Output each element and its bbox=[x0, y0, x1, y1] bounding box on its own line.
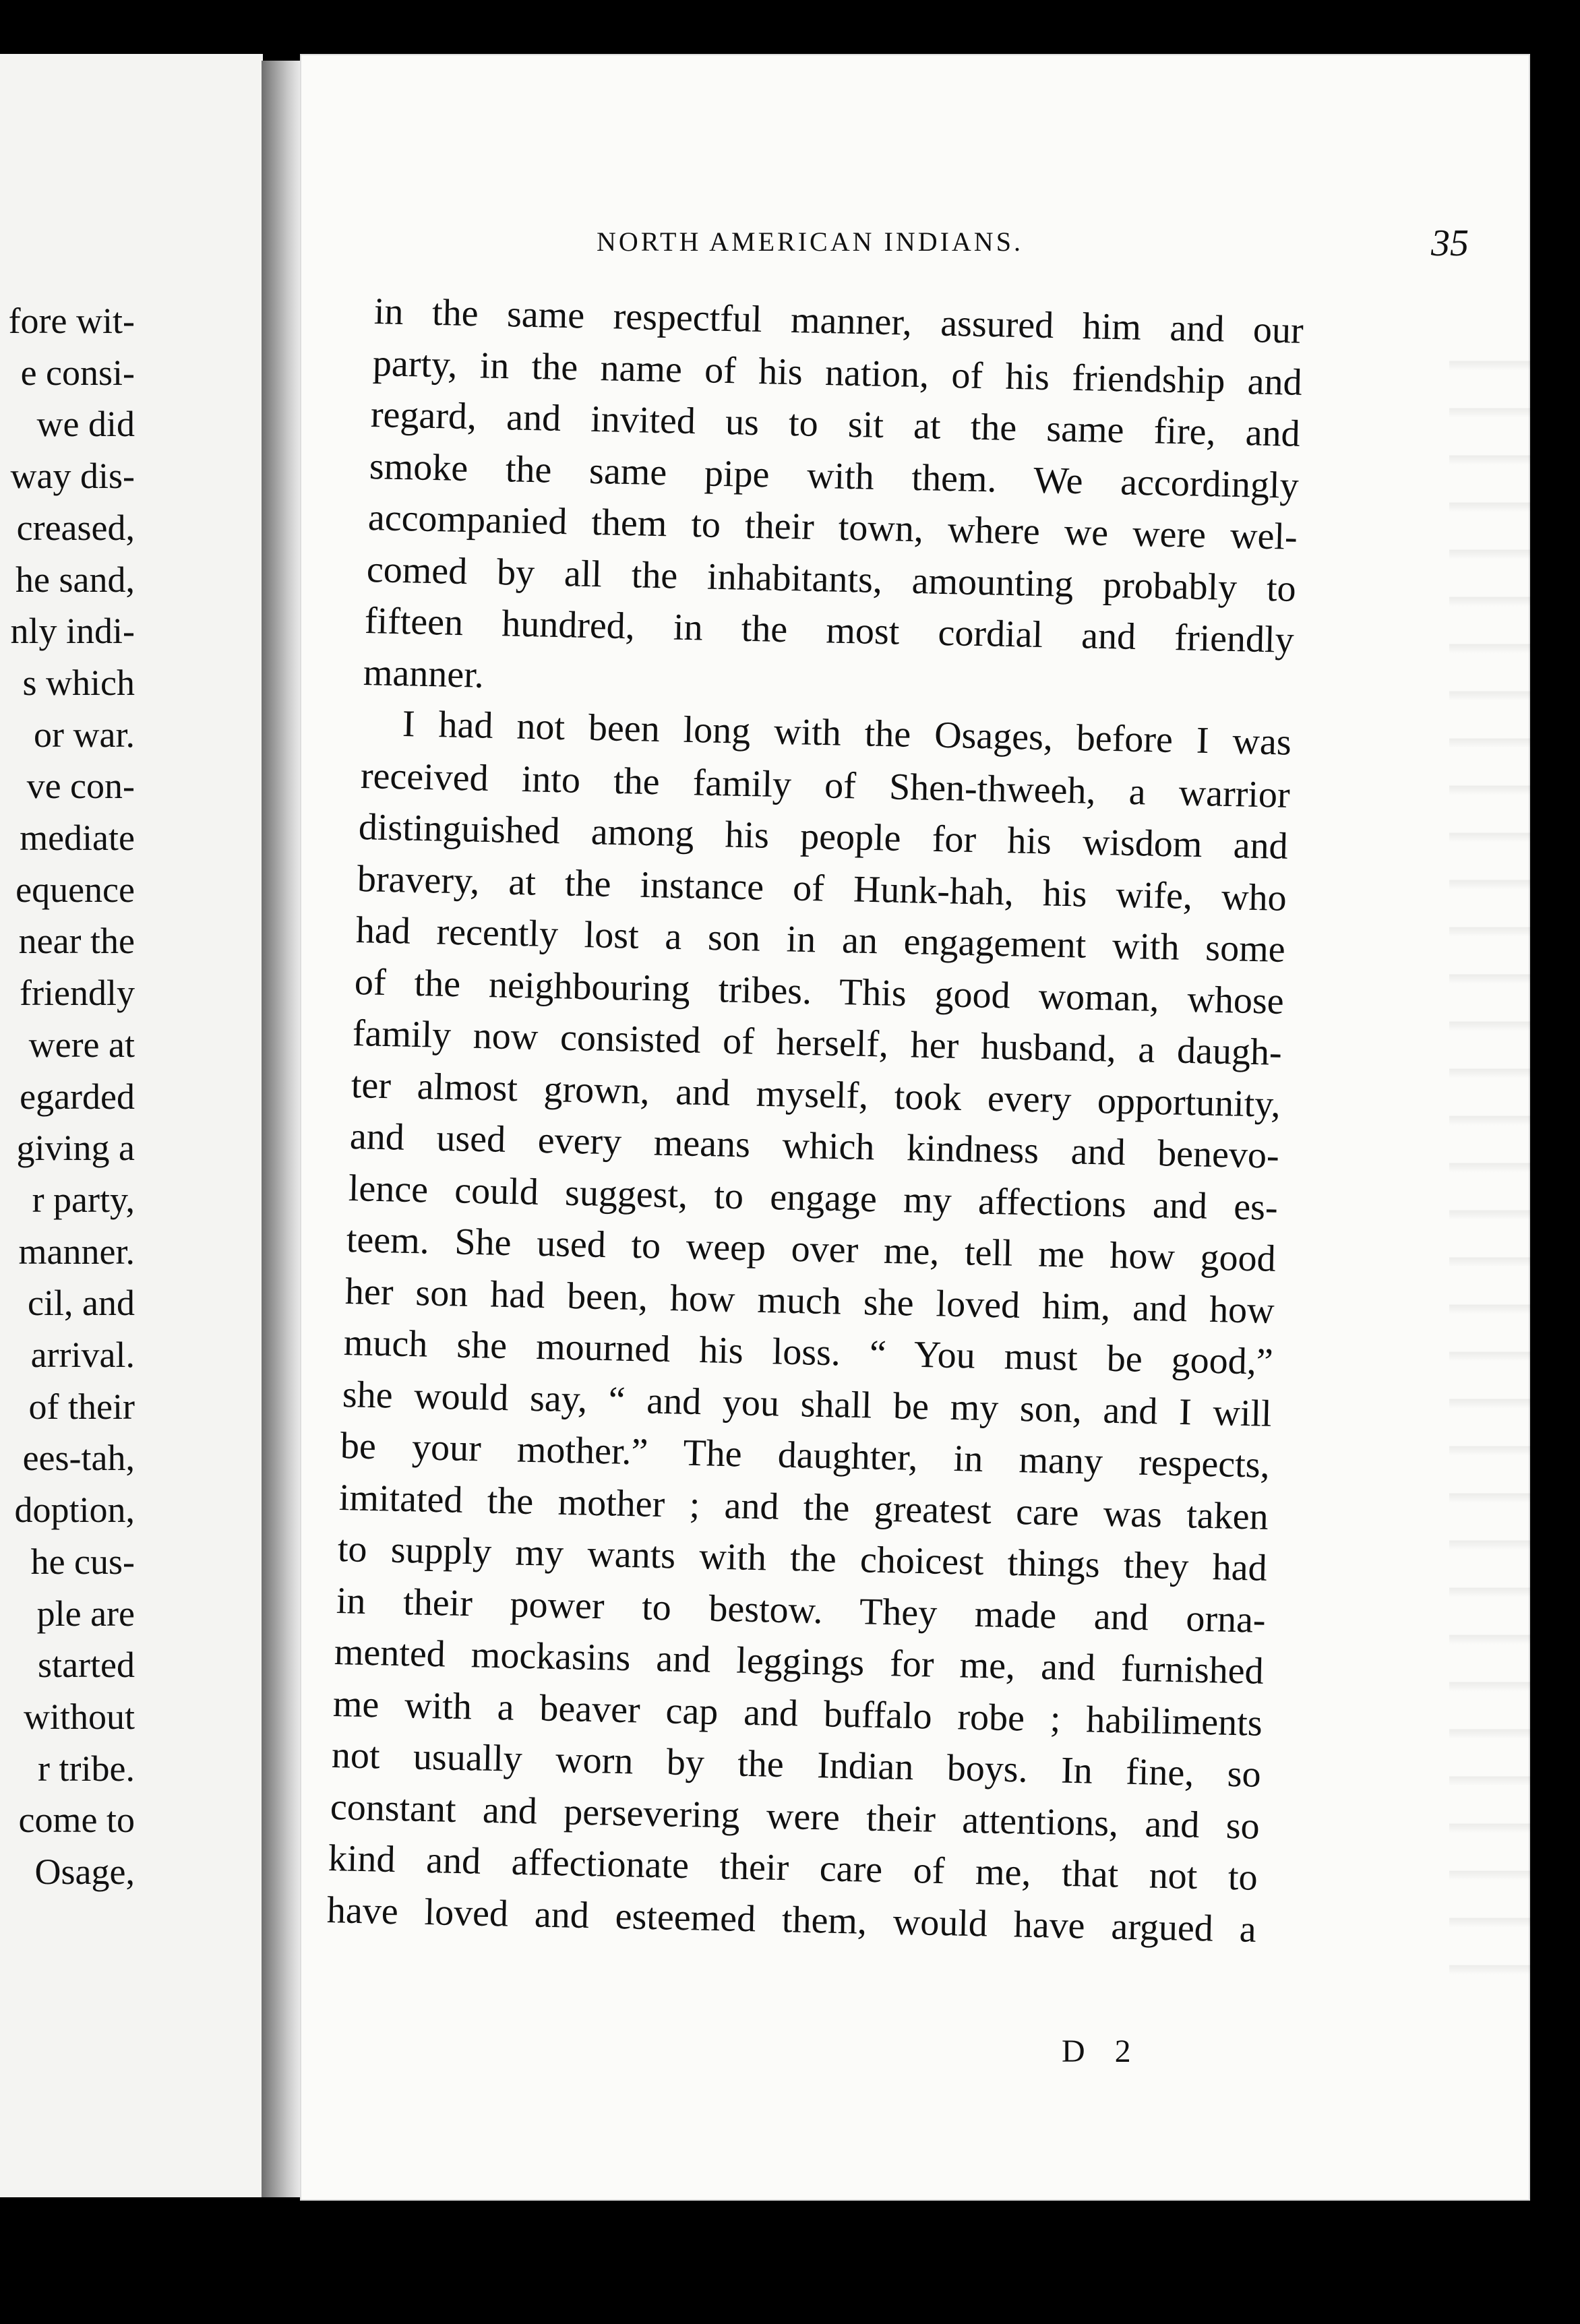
left-page-line: way dis- bbox=[10, 456, 135, 497]
left-page-line: doption, bbox=[14, 1490, 135, 1531]
body-line: bravery, at the instance of Hunk-hah, his wife, who bbox=[357, 857, 1287, 919]
body-line: regard, and invited us to sit at the same fire, and bbox=[370, 394, 1301, 455]
body-line: had recently lost a son in an engagement with some bbox=[355, 909, 1286, 971]
left-page-line: equence bbox=[16, 869, 135, 910]
body-line: distinguished among his people for his wisdom and bbox=[358, 806, 1289, 867]
left-page-line: near the bbox=[18, 921, 135, 962]
body-text bbox=[300, 54, 1530, 2201]
left-page-line: creased, bbox=[16, 507, 135, 548]
left-page-line: of their bbox=[28, 1386, 135, 1427]
left-page-line: friendly bbox=[20, 973, 135, 1014]
body-line: ter almost grown, and myself, took every opportunity, bbox=[351, 1064, 1281, 1126]
left-page-line: r tribe. bbox=[38, 1748, 135, 1789]
page-number: 35 bbox=[1431, 222, 1469, 264]
left-page-line: he sand, bbox=[16, 559, 135, 600]
left-page-line: without bbox=[23, 1696, 135, 1737]
left-page-line: egarded bbox=[20, 1076, 135, 1117]
body-line: much she mourned his loss. “ You must be good,” bbox=[343, 1322, 1274, 1383]
body-line: of the neighbouring tribes. This good woman, whose bbox=[353, 960, 1284, 1022]
left-page-line: arrival. bbox=[30, 1335, 135, 1375]
body-line: mented mockasins and leggings for me, and furnished bbox=[334, 1631, 1265, 1692]
left-page-line: ees-tah, bbox=[22, 1438, 135, 1479]
left-page-line: nly indi- bbox=[10, 611, 135, 652]
left-page-line: manner. bbox=[18, 1231, 135, 1272]
body-line: smoke the same pipe with them. We accordingly bbox=[369, 445, 1300, 507]
left-page-line: fore wit- bbox=[8, 301, 135, 341]
body-line: I had not been long with the Osages, before I was bbox=[402, 703, 1292, 764]
left-page-line: or war. bbox=[34, 714, 135, 755]
body-line: fifteen hundred, in the most cordial and friendly bbox=[364, 600, 1295, 661]
left-page-line: ple are bbox=[36, 1593, 135, 1634]
left-page-line: come to bbox=[18, 1800, 135, 1841]
body-line: be your mother.” The daughter, in many respects, bbox=[340, 1425, 1271, 1486]
left-page-line: e consi- bbox=[20, 352, 135, 393]
left-page-line: we did bbox=[36, 404, 135, 445]
signature-mark: D 2 bbox=[1062, 2034, 1142, 2069]
paragraph-end-line: manner. bbox=[363, 651, 485, 696]
body-line: in the same respectful manner, assured him and our bbox=[373, 290, 1304, 352]
body-line: not usually worn by the Indian boys. In fine, so bbox=[331, 1734, 1262, 1796]
left-page-line: cil, and bbox=[28, 1283, 135, 1324]
binding-gutter bbox=[262, 61, 302, 2197]
body-line: she would say, “ and you shall be my son, and I will bbox=[341, 1373, 1272, 1435]
body-line: have loved and esteemed them, would have argued a bbox=[326, 1889, 1257, 1951]
body-line: comed by all the inhabitants, amounting probably to bbox=[366, 548, 1296, 610]
left-page-line: mediate bbox=[20, 818, 135, 858]
left-page-line: ve con- bbox=[26, 766, 135, 807]
body-line: party, in the name of his nation, of his friendship and bbox=[372, 342, 1303, 404]
running-title: NORTH AMERICAN INDIANS. bbox=[597, 226, 1023, 257]
previous-page-fragment bbox=[0, 54, 263, 2197]
left-page-line: he cus- bbox=[30, 1541, 135, 1582]
body-line: her son had been, how much she loved him, and how bbox=[344, 1270, 1275, 1332]
body-line: imitated the mother ; and the greatest care was taken bbox=[338, 1476, 1269, 1538]
left-page-line: were at bbox=[28, 1024, 135, 1065]
left-page-line: started bbox=[38, 1645, 135, 1686]
left-page-line: r party, bbox=[32, 1179, 135, 1220]
body-line: teem. She used to weep over me, tell me how good bbox=[346, 1219, 1277, 1280]
body-line: received into the family of Shen-thweeh, a warrior bbox=[360, 754, 1290, 816]
body-line: accompanied them to their town, where we were wel- bbox=[367, 497, 1298, 558]
body-line: me with a beaver cap and buffalo robe ; habiliments bbox=[332, 1682, 1263, 1744]
body-line: constant and persevering were their attentions, and so bbox=[329, 1785, 1260, 1847]
left-page-line: s which bbox=[22, 662, 135, 703]
body-line: family now consisted of herself, her husband, a daugh- bbox=[352, 1012, 1283, 1074]
body-line: and used every means which kindness and benevo- bbox=[349, 1115, 1280, 1177]
left-page-line: Osage, bbox=[34, 1852, 135, 1892]
body-line: in their power to bestow. They made and orna- bbox=[335, 1579, 1266, 1641]
body-line: kind and affectionate their care of me, that not to bbox=[328, 1837, 1258, 1899]
body-line: lence could suggest, to engage my affections and es- bbox=[347, 1167, 1278, 1229]
book-page bbox=[300, 54, 1530, 2201]
body-line: to supply my wants with the choicest things they had bbox=[337, 1528, 1268, 1589]
left-page-line: giving a bbox=[16, 1128, 135, 1169]
